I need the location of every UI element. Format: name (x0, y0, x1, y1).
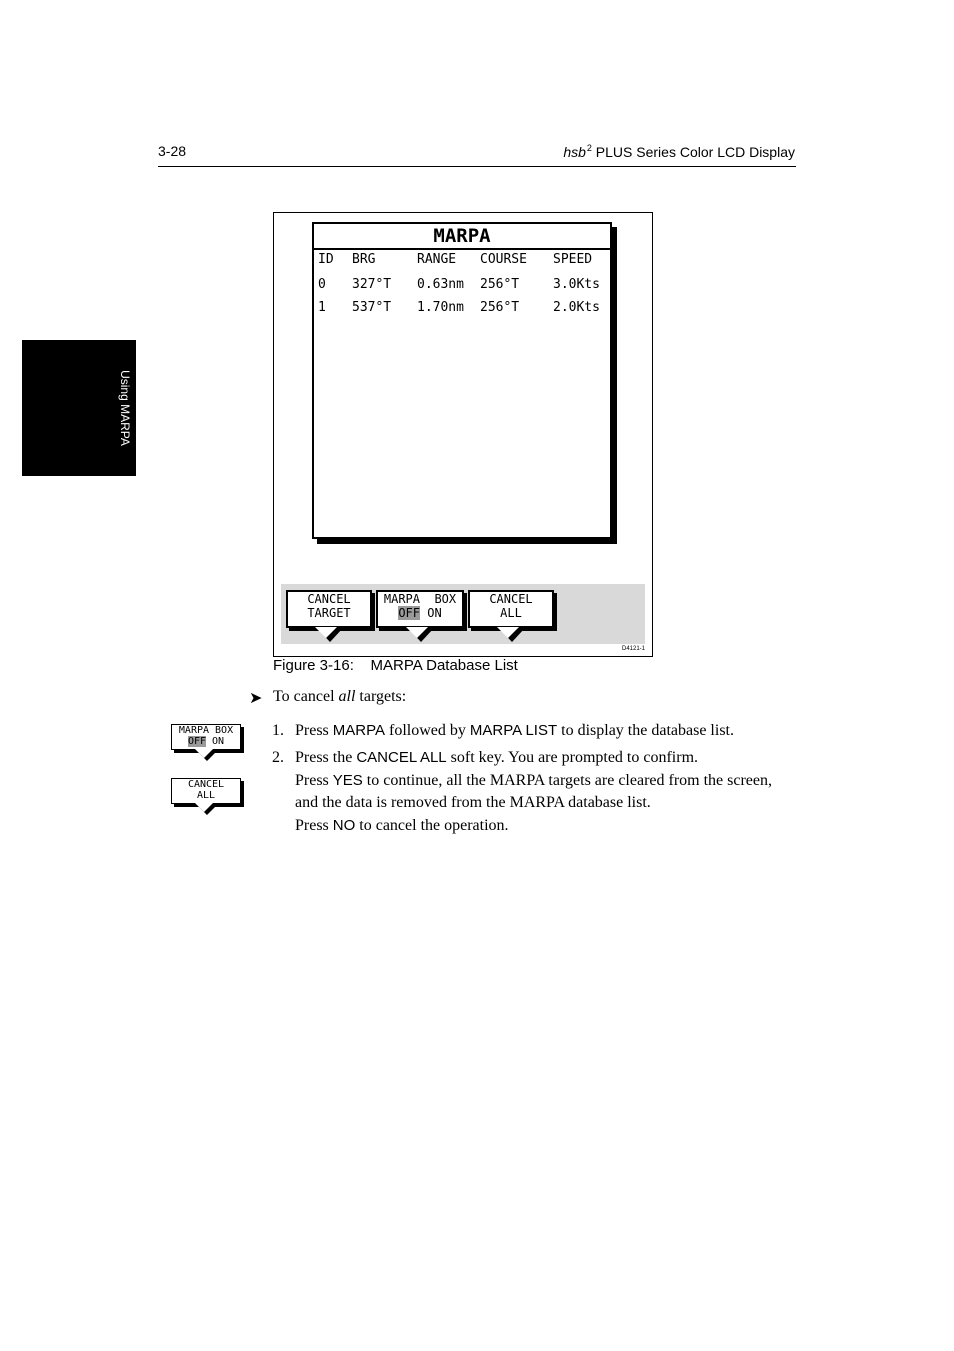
text: to display the database list. (557, 722, 734, 739)
side-tab-label: Using MARPA (118, 370, 133, 446)
column-header-course: COURSE (480, 252, 527, 267)
softkey-pointer (195, 749, 213, 758)
cell-speed: 2.0Kts (553, 300, 600, 315)
text: to continue, all the MARPA targets are cleared from the screen, (362, 772, 773, 789)
cancel-all-softkey[interactable] (468, 590, 554, 628)
softkey-pointer (195, 803, 213, 812)
step-2-confirm-text (295, 770, 772, 792)
cell-id: 0 (318, 277, 326, 292)
cell-course: 256°T (480, 300, 520, 315)
marpa-box-softkey-icon (171, 724, 241, 750)
text: to cancel the operation. (355, 817, 509, 834)
text: targets: (355, 688, 407, 705)
marpa-database-window (312, 222, 612, 539)
column-header-brg: BRG (352, 252, 376, 267)
softkey-label: ALL (500, 606, 522, 620)
softkey-bar (281, 584, 645, 644)
step-number: 2. (272, 749, 284, 766)
column-header-range: RANGE (417, 252, 457, 267)
page-number: 3-28 (158, 143, 187, 159)
text: Press the (295, 749, 357, 766)
softkey-pointer (497, 627, 519, 638)
text: Press (295, 722, 333, 739)
figure-caption: Figure 3-16: MARPA Database List (273, 657, 518, 674)
column-header-speed: SPEED (553, 252, 593, 267)
step-number: 1. (272, 722, 284, 739)
cell-course: 256°T (480, 277, 520, 292)
section-side-tab (22, 340, 136, 476)
step-2-text (295, 747, 698, 769)
title-rest: PLUS Series Color LCD Display (591, 144, 795, 160)
softkey-pointer (315, 627, 337, 638)
softkey-label: MARPA BOX (178, 725, 234, 736)
text: Press (295, 817, 333, 834)
drawing-id: D4121-1 (621, 646, 645, 652)
step-1-text (295, 720, 734, 742)
column-header-id: ID (318, 252, 334, 267)
cell-range: 0.63nm (417, 277, 464, 292)
text: Press (295, 772, 333, 789)
text: soft key. You are prompted to confirm. (446, 749, 699, 766)
key-name: NO (332, 817, 356, 834)
softkey-option: ON (420, 606, 442, 620)
key-name: MARPA (332, 722, 386, 739)
key-name: MARPA LIST (469, 722, 558, 739)
step-2-cancel-text (295, 815, 509, 837)
softkey-label: CANCEL (307, 592, 351, 606)
softkey-label: CANCEL (489, 592, 533, 606)
figure-marpa-database (273, 212, 653, 657)
cancel-target-softkey[interactable] (286, 590, 372, 628)
step-2-result-text: and the data is removed from the MARPA database list. (295, 794, 651, 811)
key-name: CANCEL ALL (356, 749, 447, 766)
softkey-pointer (406, 627, 428, 638)
bullet-arrow-icon: ➤ (249, 690, 263, 707)
cell-brg: 327°T (352, 277, 392, 292)
title-superscript: 2 (586, 143, 592, 153)
header-rule (158, 166, 796, 167)
softkey-label: MARPA BOX (383, 592, 457, 606)
softkey-selected-option: OFF (187, 736, 206, 747)
marpa-box-softkey[interactable] (376, 590, 464, 628)
cell-id: 1 (318, 300, 326, 315)
text: To cancel (273, 688, 339, 705)
text: followed by (385, 722, 470, 739)
softkey-option: ON (206, 736, 225, 747)
emphasis: all (338, 688, 356, 705)
softkey-label: CANCEL (187, 779, 225, 790)
softkey-label: ALL (196, 790, 216, 801)
cell-speed: 3.0Kts (553, 277, 600, 292)
screen-title: MARPA (314, 224, 610, 250)
softkey-label: TARGET (307, 606, 351, 620)
key-name: YES (332, 772, 363, 789)
bullet-instruction (273, 688, 406, 706)
cell-brg: 537°T (352, 300, 392, 315)
document-title (563, 143, 795, 160)
softkey-selected-option: OFF (398, 606, 420, 620)
title-italic: hsb (563, 144, 586, 160)
cancel-all-softkey-icon (171, 778, 241, 804)
cell-range: 1.70nm (417, 300, 464, 315)
